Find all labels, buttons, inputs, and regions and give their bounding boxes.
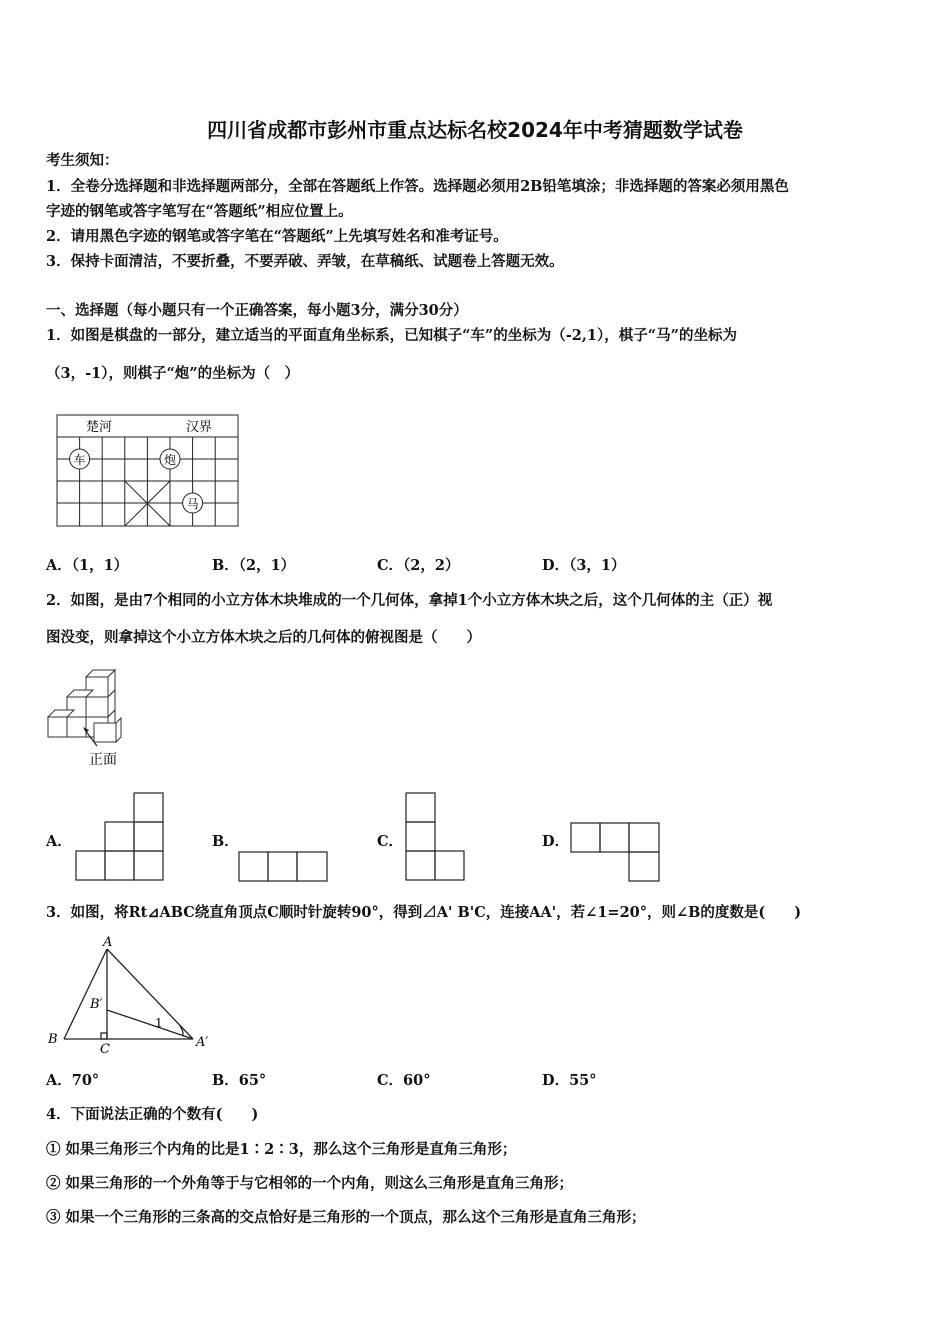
- q2-option-b[interactable]: B．: [212, 833, 239, 850]
- q2-option-d[interactable]: D．: [542, 833, 570, 850]
- q4-statement-2: ② 如果三角形的一个外角等于与它相邻的一个内角，则这么三角形是直角三角形；: [46, 1175, 574, 1192]
- q3-option-d[interactable]: D．55°: [542, 1072, 597, 1089]
- page-title: 四川省成都市彭州市重点达标名校2024年中考猜题数学试卷: [207, 118, 743, 142]
- piece-pao-label: 炮: [163, 453, 177, 467]
- notice-line-3: 3．保持卡面清洁，不要折叠，不要弄破、弄皱，在草稿纸、试题卷上答题无效。: [46, 253, 564, 270]
- q3-option-a[interactable]: A．70°: [46, 1072, 100, 1089]
- q3-option-b[interactable]: B．65°: [212, 1072, 267, 1089]
- piece-ma-label: 马: [186, 497, 199, 511]
- q3-option-c[interactable]: C．60°: [377, 1072, 431, 1089]
- chess-board-figure: [56, 414, 241, 530]
- label-B-prime: B′: [90, 997, 103, 1012]
- notice-line-2: 2．请用黑色字迹的钢笔或答字笔在“答题纸”上先填写姓名和准考证号。: [46, 228, 508, 245]
- piece-ma: [183, 493, 203, 513]
- q1-stem-line1: 1．如图是棋盘的一部分，建立适当的平面直角坐标系，已知棋子“车”的坐标为（-2,1），棋子“马”的坐标为: [46, 327, 737, 344]
- river-right-label: 汉界: [186, 420, 213, 435]
- q2-option-c[interactable]: C．: [377, 833, 404, 850]
- notice-heading: 考生须知：: [46, 152, 119, 169]
- piece-pao: [160, 449, 180, 469]
- q2-option-d-figure: [569, 822, 663, 884]
- q1-option-d[interactable]: D．（3，1）: [542, 557, 626, 574]
- piece-che: [70, 449, 90, 469]
- piece-che-label: 车: [73, 453, 86, 467]
- front-label: 正面: [89, 752, 117, 768]
- notice-line-1a: 1．全卷分选择题和非选择题两部分，全部在答题纸上作答。选择题必须用2B铅笔填涂；非选择题的答案必须用黑色: [46, 178, 789, 195]
- label-B: B: [48, 1032, 58, 1047]
- q2-option-a-figure: [73, 792, 165, 884]
- q1-option-c[interactable]: C．（2，2）: [377, 557, 460, 574]
- cube-stack-figure: [45, 666, 135, 774]
- q1-option-b[interactable]: B．（2，1）: [212, 557, 296, 574]
- q4-statement-1: ① 如果三角形三个内角的比是1∶2∶3，那么这个三角形是直角三角形；: [46, 1141, 517, 1158]
- q2-option-c-figure: [404, 792, 466, 884]
- label-angle-1: 1: [155, 1016, 163, 1030]
- section-heading: 一、选择题（每小题只有一个正确答案，每小题3分，满分30分）: [46, 302, 468, 319]
- label-C: C: [100, 1042, 110, 1057]
- q2-option-a[interactable]: A．: [46, 833, 72, 850]
- q4-statement-3: ③ 如果一个三角形的三条高的交点恰好是三角形的一个顶点，那么这个三角形是直角三角形；: [46, 1209, 646, 1226]
- river-left-label: 楚河: [86, 420, 113, 435]
- q2-stem-line1: 2．如图，是由7个相同的小立方体木块堆成的一个几何体，拿掉1个小立方体木块之后，这个几何体的主（正）视: [46, 592, 773, 609]
- q2-stem-line2: 图没变，则拿掉这个小立方体木块之后的几何体的俯视图是（ ）: [46, 629, 481, 646]
- q4-stem: 4．下面说法正确的个数有( ): [46, 1106, 259, 1123]
- triangle-figure: [45, 935, 215, 1055]
- notice-line-1b: 字迹的钢笔或答字笔写在“答题纸”相应位置上。: [46, 203, 353, 220]
- q1-option-a[interactable]: A．（1，1）: [46, 557, 129, 574]
- label-A: A: [103, 935, 113, 950]
- q2-option-b-figure: [238, 851, 330, 883]
- q1-stem-line2: （3，-1），则棋子“炮”的坐标为（ ）: [46, 365, 300, 382]
- label-A-prime: A′: [196, 1035, 209, 1050]
- q3-stem: 3．如图，将Rt⊿ABC绕直角顶点C顺时针旋转90°，得到⊿A' B'C，连接AA'，若∠1=20°，则∠B的度数是( ): [46, 904, 802, 921]
